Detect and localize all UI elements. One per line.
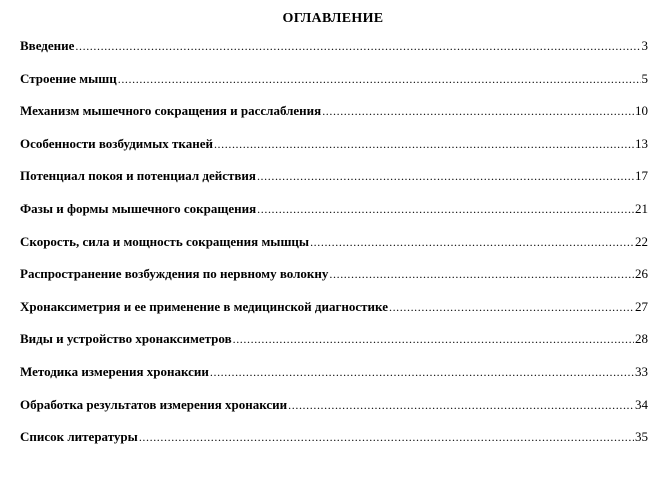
toc-entry-label: Список литературы <box>20 429 138 445</box>
toc-entry-page: 3 <box>641 38 648 53</box>
toc-dot-leader <box>75 39 640 54</box>
toc-entry[interactable] <box>20 429 648 462</box>
toc-entry-label: Методика измерения хронаксии <box>20 363 209 379</box>
toc-entry[interactable] <box>20 38 648 71</box>
toc-entry[interactable] <box>20 266 648 299</box>
toc-entry-label: Фазы и формы мышечного сокращения <box>20 200 257 216</box>
toc-dot-leader <box>329 267 634 282</box>
toc-dot-leader <box>139 430 634 445</box>
toc-entry-label: Введение <box>20 38 75 53</box>
toc-entry[interactable] <box>20 71 648 104</box>
toc-entry-page: 13 <box>635 135 648 151</box>
toc-dot-leader <box>210 365 634 380</box>
toc-entry-label: Скорость, сила и мощность сокращения мышцы <box>20 233 310 249</box>
toc-entry-label: Особенности возбудимых тканей <box>20 135 213 151</box>
toc-entry-label: Потенциал покоя и потенциал действия <box>20 168 256 184</box>
toc-entry[interactable] <box>20 331 648 364</box>
toc-entry-label: Механизм мышечного сокращения и расслабления <box>20 103 322 119</box>
toc-entry[interactable] <box>20 364 648 397</box>
toc-dot-leader <box>322 104 634 119</box>
toc-dot-leader <box>257 169 634 184</box>
toc-entry-page: 17 <box>635 168 648 184</box>
toc-entry-page: 21 <box>635 200 648 216</box>
toc-dot-leader <box>118 72 641 87</box>
toc-entry-page: 26 <box>635 266 648 282</box>
toc-dot-leader <box>310 235 634 250</box>
toc-entry[interactable] <box>20 168 648 201</box>
toc-entry[interactable] <box>20 234 648 267</box>
toc-entry-page: 35 <box>635 429 648 445</box>
toc-entry-page: 22 <box>635 233 648 249</box>
toc-entry-page: 34 <box>635 396 648 412</box>
toc-entry-label: Хронаксиметрия и ее применение в медицинской диагностике <box>20 298 388 314</box>
toc-entry-page: 10 <box>635 103 648 119</box>
toc-entry-page: 33 <box>635 363 648 379</box>
toc-title: ОГЛАВЛЕНИЕ <box>282 11 384 26</box>
toc-entry-label: Виды и устройство хронаксиметров <box>20 331 232 347</box>
toc-entry-label: Распространение возбуждения по нервному волокну <box>20 266 329 282</box>
table-of-contents <box>20 38 648 462</box>
toc-entry[interactable] <box>20 397 648 430</box>
toc-dot-leader <box>389 300 634 315</box>
toc-entry[interactable] <box>20 103 648 136</box>
toc-dot-leader <box>288 398 634 413</box>
toc-entry[interactable] <box>20 136 648 169</box>
toc-entry-page: 27 <box>635 298 648 314</box>
toc-dot-leader <box>233 332 634 347</box>
toc-entry-page: 28 <box>635 331 648 347</box>
toc-dot-leader <box>257 202 634 217</box>
toc-entry-label: Обработка результатов измерения хронаксии <box>20 396 288 412</box>
toc-entry-page: 5 <box>641 70 648 86</box>
toc-entry[interactable] <box>20 299 648 332</box>
toc-dot-leader <box>214 137 634 152</box>
toc-entry[interactable] <box>20 201 648 234</box>
toc-entry-label: Строение мышц <box>20 70 117 86</box>
